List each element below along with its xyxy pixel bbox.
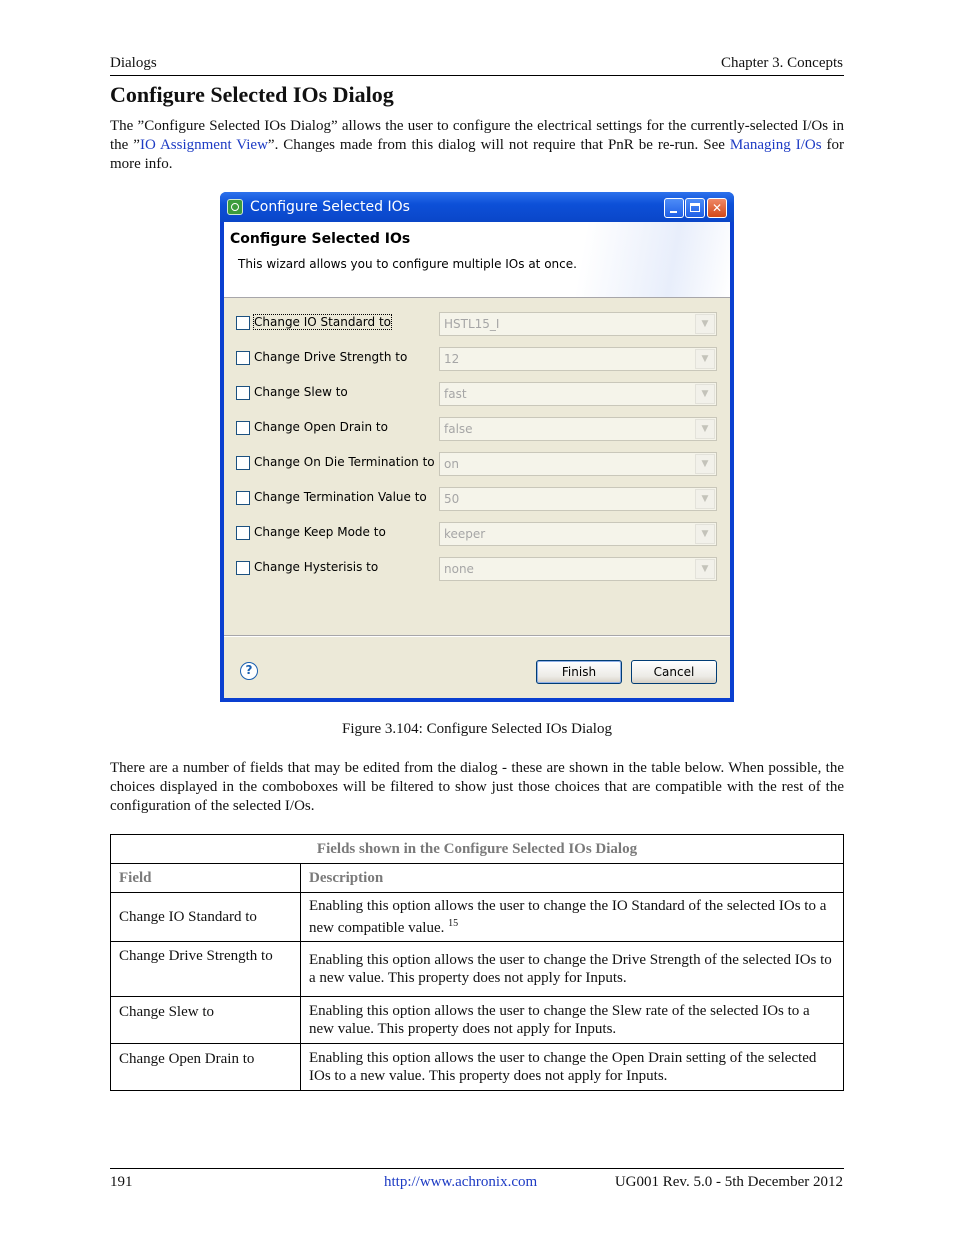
option-checkbox[interactable] bbox=[236, 351, 250, 365]
option-checkbox[interactable] bbox=[236, 386, 250, 400]
combobox-value: 50 bbox=[444, 492, 460, 506]
table-caption-row bbox=[111, 835, 844, 864]
table-header-row bbox=[111, 864, 844, 893]
option-row bbox=[236, 382, 718, 406]
option-label[interactable]: Change On Die Termination to bbox=[254, 455, 435, 469]
option-row bbox=[236, 522, 718, 546]
chevron-down-icon[interactable]: ▼ bbox=[695, 384, 715, 404]
wizard-description: This wizard allows you to configure multiple IOs at once. bbox=[238, 257, 577, 271]
wizard-banner bbox=[224, 222, 730, 298]
option-label[interactable]: Change IO Standard to bbox=[254, 315, 392, 329]
option-row bbox=[236, 347, 718, 371]
managing-ios-link[interactable]: Managing I/Os bbox=[729, 137, 822, 153]
option-label[interactable]: Change Hysterisis to bbox=[254, 560, 379, 574]
chevron-down-icon[interactable]: ▼ bbox=[695, 489, 715, 509]
figure-caption: Figure 3.104: Configure Selected IOs Dialog bbox=[342, 721, 612, 737]
field-cell: Change Slew to bbox=[111, 997, 301, 1044]
option-checkbox[interactable] bbox=[236, 456, 250, 470]
chevron-down-icon[interactable]: ▼ bbox=[695, 559, 715, 579]
option-combobox[interactable] bbox=[439, 347, 717, 371]
description-cell: Enabling this option allows the user to change the Slew rate of the selected IOs to a new value. This property does not apply for Inputs. bbox=[301, 997, 844, 1044]
option-checkbox[interactable] bbox=[236, 491, 250, 505]
fields-table bbox=[110, 834, 844, 1091]
table-row bbox=[111, 893, 844, 942]
option-combobox[interactable] bbox=[439, 312, 717, 336]
configure-selected-ios-dialog bbox=[220, 192, 734, 702]
option-label[interactable]: Change Open Drain to bbox=[254, 420, 388, 434]
footer-url-link[interactable]: http://www.achronix.com bbox=[384, 1174, 538, 1190]
option-combobox[interactable] bbox=[439, 487, 717, 511]
field-cell: Change IO Standard to bbox=[111, 893, 301, 942]
section-title: Configure Selected IOs Dialog bbox=[110, 82, 394, 107]
document-revision: UG001 Rev. 5.0 - 5th December 2012 bbox=[614, 1174, 843, 1190]
option-label[interactable]: Change Termination Value to bbox=[254, 490, 427, 504]
option-combobox[interactable] bbox=[439, 452, 717, 476]
maximize-button[interactable] bbox=[685, 198, 705, 218]
body-paragraph: There are a number of fields that may be edited from the dialog - these are shown in the table below. When possible, the choices displayed in the comboboxes will be filtered to show just those choices that are compatible with the rest of the configuration of the selected I/Os. bbox=[110, 760, 844, 814]
dialog-client-area bbox=[224, 222, 730, 698]
table-row bbox=[111, 997, 844, 1044]
option-label[interactable]: Change Slew to bbox=[254, 385, 348, 399]
window-title: Configure Selected IOs bbox=[250, 199, 410, 215]
chevron-down-icon[interactable]: ▼ bbox=[695, 349, 715, 369]
option-checkbox[interactable] bbox=[236, 561, 250, 575]
close-button[interactable]: ✕ bbox=[707, 198, 727, 218]
description-cell: Enabling this option allows the user to change the IO Standard of the selected IOs to a new compatible value. $^{15}$ bbox=[301, 893, 844, 942]
footer-rule bbox=[110, 1168, 844, 1169]
chevron-down-icon[interactable]: ▼ bbox=[695, 314, 715, 334]
minimize-button[interactable] bbox=[664, 198, 684, 218]
cancel-button[interactable]: Cancel bbox=[631, 660, 717, 684]
description-cell: Enabling this option allows the user to change the Drive Strength of the selected IOs to a new value. This property does not apply for Inputs. bbox=[301, 942, 844, 997]
chevron-down-icon[interactable]: ▼ bbox=[695, 524, 715, 544]
option-row bbox=[236, 417, 718, 441]
combobox-value: on bbox=[444, 457, 459, 471]
option-checkbox[interactable] bbox=[236, 421, 250, 435]
footnote-marker[interactable]: 15 bbox=[448, 918, 459, 929]
running-header-chapter: Chapter 3. Concepts bbox=[720, 55, 843, 71]
table-caption: Fields shown in the Configure Selected IOs Dialog bbox=[111, 835, 844, 864]
header-rule bbox=[110, 75, 844, 76]
option-combobox[interactable] bbox=[439, 557, 717, 581]
field-cell: Change Drive Strength to bbox=[111, 942, 301, 997]
combobox-value: HSTL15_I bbox=[444, 317, 500, 331]
option-label[interactable]: Change Keep Mode to bbox=[254, 525, 386, 539]
combobox-value: keeper bbox=[444, 527, 486, 541]
field-cell: Change Open Drain to bbox=[111, 1044, 301, 1091]
option-row bbox=[236, 452, 718, 476]
option-checkbox[interactable] bbox=[236, 316, 250, 330]
description-cell: Enabling this option allows the user to change the Open Drain setting of the selected IOs to a new value. This property does not apply for Inputs. bbox=[301, 1044, 844, 1091]
chevron-down-icon[interactable]: ▼ bbox=[695, 419, 715, 439]
column-header-field: Field bbox=[111, 864, 301, 893]
app-icon bbox=[227, 199, 243, 215]
help-icon[interactable]: ? bbox=[240, 662, 258, 680]
button-bar-separator bbox=[224, 635, 730, 637]
option-combobox[interactable] bbox=[439, 522, 717, 546]
option-checkbox[interactable] bbox=[236, 526, 250, 540]
page-number: 191 bbox=[110, 1174, 133, 1190]
table-row bbox=[111, 942, 844, 997]
combobox-value: none bbox=[444, 562, 474, 576]
combobox-value: false bbox=[444, 422, 473, 436]
dialog-titlebar[interactable] bbox=[220, 192, 734, 222]
option-row bbox=[236, 312, 718, 336]
option-row bbox=[236, 557, 718, 581]
combobox-value: 12 bbox=[444, 352, 460, 366]
intro-paragraph: The ”Configure Selected IOs Dialog” allows the user to configure the electrical settings for the currently-selected I/Os in the ”IO Assignment View”. Changes made from this dialog will not require that PnR be re-run. See Managing I/Os for more info. bbox=[110, 118, 844, 172]
wizard-title: Configure Selected IOs bbox=[230, 231, 411, 247]
running-header-section: Dialogs bbox=[110, 55, 157, 71]
chevron-down-icon[interactable]: ▼ bbox=[695, 454, 715, 474]
table-row bbox=[111, 1044, 844, 1091]
option-combobox[interactable] bbox=[439, 382, 717, 406]
column-header-description: Description bbox=[301, 864, 844, 893]
finish-button[interactable]: Finish bbox=[536, 660, 622, 684]
combobox-value: fast bbox=[444, 387, 467, 401]
io-assignment-view-link[interactable]: IO Assignment View bbox=[139, 137, 268, 153]
option-row bbox=[236, 487, 718, 511]
option-combobox[interactable] bbox=[439, 417, 717, 441]
option-label[interactable]: Change Drive Strength to bbox=[254, 350, 408, 364]
